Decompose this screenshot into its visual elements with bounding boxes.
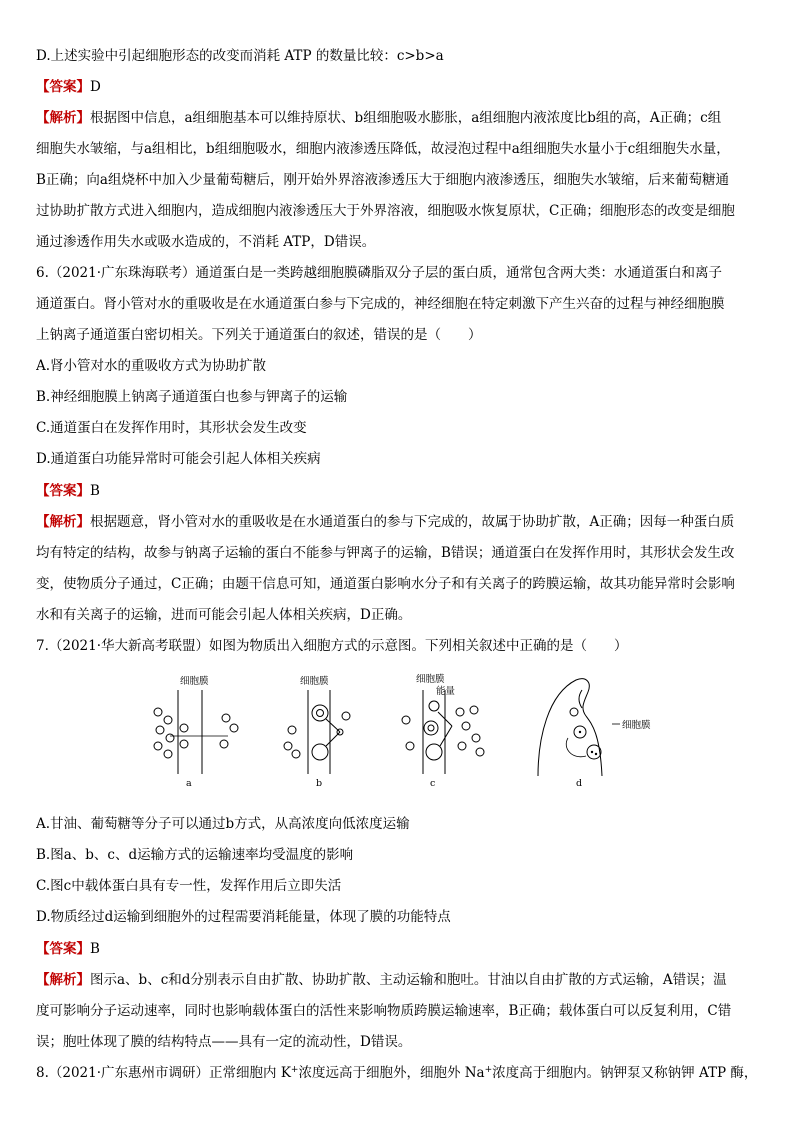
analysis-tag: 【解析】 <box>36 514 90 530</box>
stem-text: 浓度远高于细胞外，细胞外 Na <box>298 1065 485 1081</box>
panel-b <box>284 690 350 774</box>
option-c-q6: C.通道蛋白在发挥作用时，其形状会发生改变 <box>36 420 307 436</box>
analysis-line <box>36 970 760 990</box>
transport-diagram-svg <box>140 668 660 798</box>
panel-label-d: d <box>576 778 583 789</box>
analysis-text: 图示a、b、c和d分别表示自由扩散、协助扩散、主动运输和胞吐。甘油以自由扩散的方式运输，A错误；温 <box>90 972 727 988</box>
ion-charge: + <box>484 1065 493 1075</box>
question-stem-q6: 通道蛋白。肾小管对水的重吸收是在水通道蛋白参与下完成的，神经细胞在特定刺激下产生兴奋的过程与神经细胞膜 <box>36 296 725 312</box>
membrane-label-a: 细胞膜 <box>180 676 209 687</box>
analysis-line: 水和有关离子的运输，进而可能会引起人体相关疾病，D正确。 <box>36 607 412 623</box>
analysis-tag: 【解析】 <box>36 110 90 126</box>
membrane-label-d: 细胞膜 <box>622 720 651 731</box>
answer-tag: 【答案】 <box>36 941 90 957</box>
option-b-q6: B.神经细胞膜上钠离子通道蛋白也参与钾离子的运输 <box>36 389 348 405</box>
answer-value: B <box>90 941 100 957</box>
analysis-line: 通过渗透作用失水或吸水造成的，不消耗 ATP，D错误。 <box>36 234 376 250</box>
panel-c <box>402 690 484 774</box>
answer-tag: 【答案】 <box>36 79 90 95</box>
energy-label: 能量 <box>436 686 456 697</box>
question-stem-q7: 7.（2021·华大新高考联盟）如图为物质出入细胞方式的示意图。下列相关叙述中正确的是（ ） <box>36 638 628 654</box>
analysis-line: 度可影响分子运动速率，同时也影响载体蛋白的活性来影响物质跨膜运输速率，B正确；载体蛋白可以反复利用，C错 <box>36 1003 732 1019</box>
analysis-text: 根据图中信息，a组细胞基本可以维持原状、b组细胞吸水膨胀，a组细胞内液浓度比b组的高，A正确；c组 <box>90 110 722 126</box>
option-a-q6: A.肾小管对水的重吸收方式为协助扩散 <box>36 358 267 374</box>
answer-line-q5 <box>36 77 760 97</box>
transport-diagram <box>140 668 660 798</box>
panel-d <box>538 679 620 776</box>
option-b-q7: B.图a、b、c、d运输方式的运输速率均受温度的影响 <box>36 847 354 863</box>
analysis-line: 变，使物质分子通过，C正确；由题干信息可知，通道蛋白影响水分子和有关离子的跨膜运输，故其功能异常时会影响 <box>36 576 735 592</box>
ion-charge: + <box>290 1065 299 1075</box>
panel-a <box>154 690 238 774</box>
question-stem-q6: 上钠离子通道蛋白密切相关。下列关于通道蛋白的叙述，错误的是（ ） <box>36 327 482 343</box>
option-d-q7: D.物质经过d运输到细胞外的过程需要消耗能量，体现了膜的功能特点 <box>36 909 451 925</box>
stem-text: 浓度高于细胞内。钠钾泵又称钠钾 ATP 酶， <box>492 1065 758 1081</box>
analysis-line: 过协助扩散方式进入细胞内，造成细胞内液渗透压大于外界溶液，细胞吸水恢复原状，C正确；细胞形态的改变是细胞 <box>36 203 735 219</box>
analysis-line: B正确；向a组烧杯中加入少量葡萄糖后，刚开始外界溶液渗透压大于细胞内液渗透压，细胞失水皱缩，后来葡萄糖通 <box>36 172 729 188</box>
answer-tag: 【答案】 <box>36 483 90 499</box>
analysis-text: 根据题意，肾小管对水的重吸收是在水通道蛋白的参与下完成的，故属于协助扩散，A正确；因每一种蛋白质 <box>90 514 735 530</box>
analysis-line <box>36 512 760 532</box>
answer-value: D <box>90 79 101 95</box>
question-stem-q8 <box>36 1063 760 1083</box>
analysis-line: 细胞失水皱缩，与a组相比，b组细胞吸水，细胞内液渗透压降低，故浸泡过程中a组细胞失水量小于c组细胞失水量， <box>36 141 730 157</box>
membrane-label-c: 细胞膜 <box>416 674 445 685</box>
panel-label-b: b <box>316 778 323 789</box>
option-d-q6: D.通道蛋白功能异常时可能会引起人体相关疾病 <box>36 451 321 467</box>
analysis-tag: 【解析】 <box>36 972 90 988</box>
option-d-q5: D.上述实验中引起细胞形态的改变而消耗 ATP 的数量比较：c>b>a <box>36 48 444 64</box>
panel-label-a: a <box>186 778 192 789</box>
answer-value: B <box>90 483 100 499</box>
question-stem-q6: 6.（2021·广东珠海联考）通道蛋白是一类跨越细胞膜磷脂双分子层的蛋白质，通常包含两大类：水通道蛋白和离子 <box>36 265 723 281</box>
answer-line-q7 <box>36 939 760 959</box>
answer-line-q6 <box>36 481 760 501</box>
analysis-line: 误；胞吐体现了膜的结构特点——具有一定的流动性，D错误。 <box>36 1034 412 1050</box>
option-a-q7: A.甘油、葡萄糖等分子可以通过b方式，从高浓度向低浓度运输 <box>36 816 410 832</box>
analysis-line <box>36 108 760 128</box>
stem-text: 8.（2021·广东惠州市调研）正常细胞内 K <box>36 1065 291 1081</box>
analysis-line: 均有特定的结构，故参与钠离子运输的蛋白不能参与钾离子的运输，B错误；通道蛋白在发挥作用时，其形状会发生改 <box>36 545 735 561</box>
membrane-label-b: 细胞膜 <box>300 676 329 687</box>
option-c-q7: C.图c中载体蛋白具有专一性，发挥作用后立即失活 <box>36 878 342 894</box>
panel-label-c: c <box>430 778 436 789</box>
